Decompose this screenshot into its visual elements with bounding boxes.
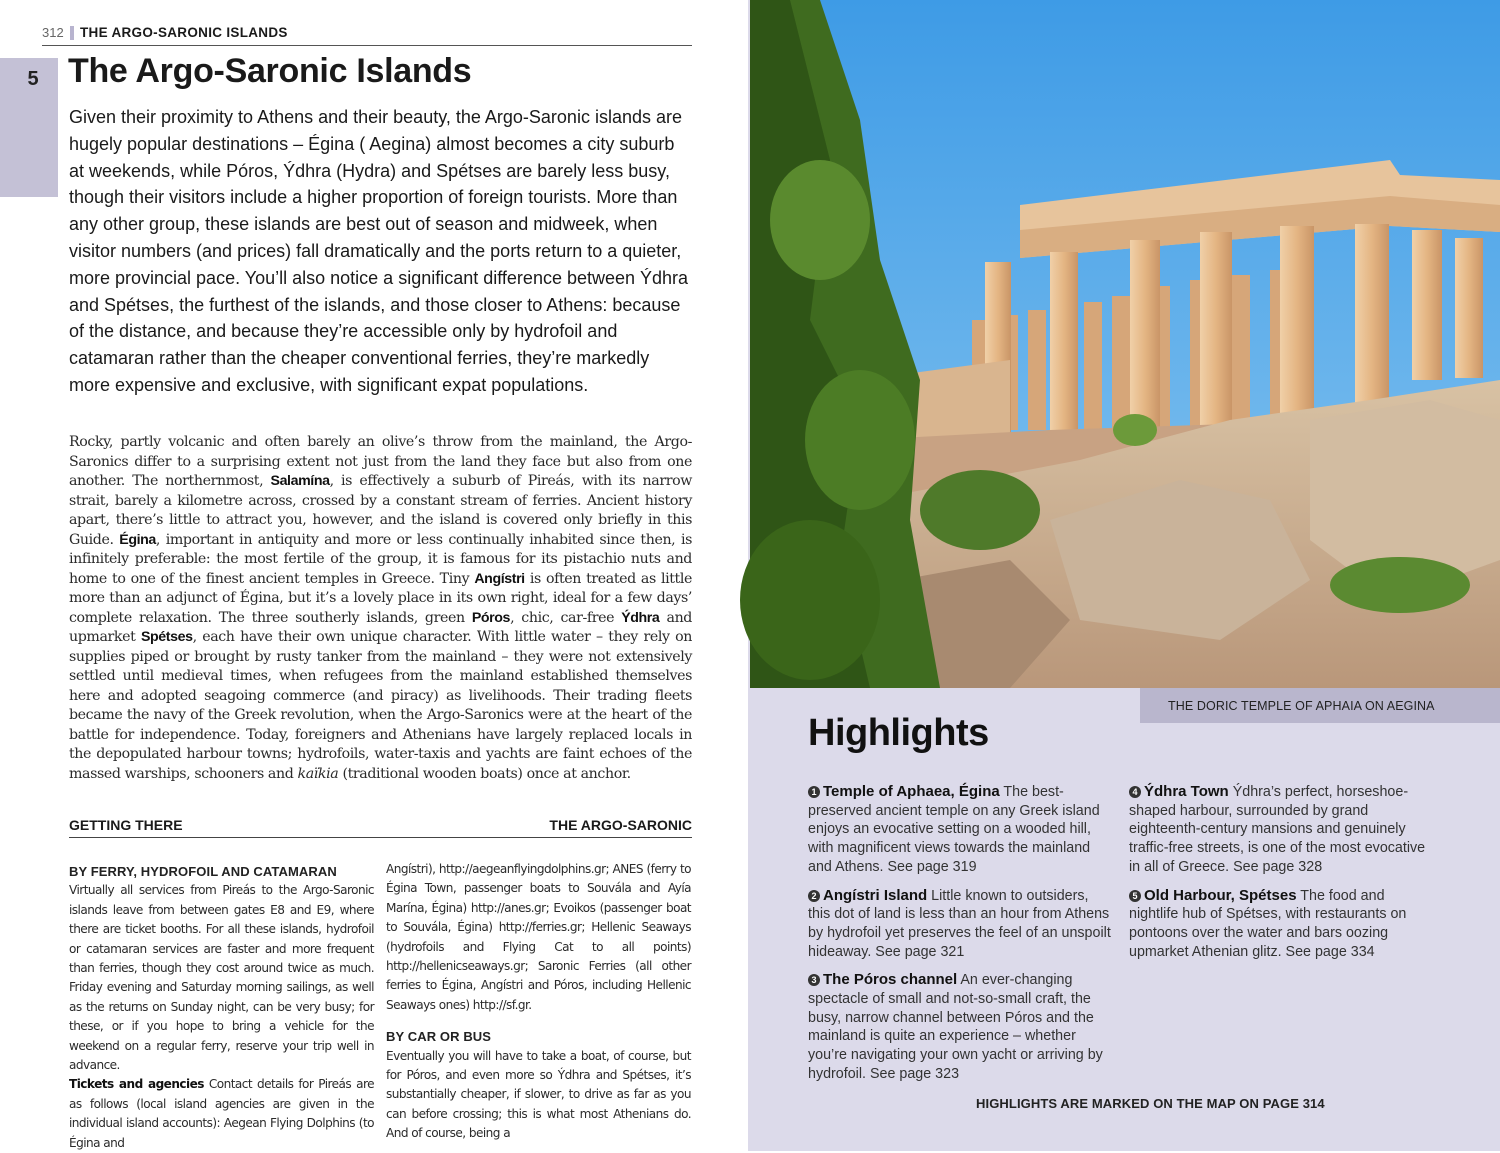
highlight-name: Angístri Island xyxy=(823,886,928,904)
body-paragraph: Rocky, partly volcanic and often barely an olive’s throw from the mainland, the Argo-Saronics differ to a surprising extent not just from the land they face but also from one another. The northernmost, Salamína, is effectively a suburb of Pireás, with its narrow strait, barely a kilometre across, crossed by a constant stream of ferries. Ancient history apart, there’s little to attract you, however, and the island is covered only briefly in this Guide. Égina, important in antiquity and more or less continually inhabited since then, is infinitely preferable: the most fertile of the group, it is famous for its pistachio nuts and home to one of the finest ancient temples in Greece. Tiny Angístri is often treated as little more than an adjunct of Égina, but it’s a lovely place in its own right, ideal for a few days’ complete relaxation. The three southerly islands, green Póros, chic, car-free Ýdhra and upmarket Spétses, each have their own unique character. With little water – they rely on supplies piped or brought by rusty tanker from the mainland – they were not extensively settled until medieval times, when refugees from the mainland established themselves here and adopted seagoing commerce (and piracy) as livelihoods. Their trading fleets became the navy of the Greek revolution, when the Argo-Saronics were at the heart of the battle for independence. Today, foreigners and Athenians have largely replaced locals in the depopulated harbour towns; hydrofoils, water-taxis and yachts are faint echoes of the massed warships, schooners and kaïkia (traditional wooden boats) once at anchor. xyxy=(69,434,692,782)
highlights-title: Highlights xyxy=(808,712,989,754)
place-angistri: Angístri xyxy=(474,570,525,587)
highlight-text: The best-preserved ancient temple on any Greek island enjoys an evocative setting on a wooded hill, with magnificent views towards the mainland and Athens. See page 319 xyxy=(808,784,1100,875)
highlight-name: Old Harbour, Spétses xyxy=(1144,886,1297,904)
photo-caption: THE DORIC TEMPLE OF APHAIA ON AEGINA xyxy=(1168,699,1435,713)
highlight-text: Ýdhra’s perfect, horseshoe-shaped harbour, surrounded by grand eighteenth-century mansions and genuinely traffic-free streets, is one of the most evocative in all of Greece. See page 328 xyxy=(1129,784,1426,875)
highlights-column-1 xyxy=(808,783,1113,1094)
getting-there-column-2 xyxy=(386,860,691,1144)
highlight-number-badge: 1 xyxy=(808,786,820,798)
temple-of-aphaia-image xyxy=(750,0,1500,688)
chapter-number: 5 xyxy=(27,68,39,90)
map-reference-note: HIGHLIGHTS ARE MARKED ON THE MAP ON PAGE 314 xyxy=(976,1096,1325,1111)
place-poros: Póros xyxy=(471,609,511,626)
highlight-name: The Póros channel xyxy=(823,971,958,989)
intro-paragraph: Given their proximity to Athens and their beauty, the Argo-Saronic islands are hugely popular destinations – Égina ( Aegina) almost becomes a city suburb at weekends, while Póros, Ýdhra (Hydra) and Spétses are barely less busy, though their visitors include a higher proportion of foreign tourists. More than any other group, these islands are best out of season and midweek, when visitor numbers (and prices) fall dramatically and the ports return to a quieter, more provincial pace. You’ll also notice a significant difference between Ýdhra and Spétses, the furthest of the islands, and those closer to Athens: because of the distance, and because they’re accessible only by hydrofoil and catamaran rather than the cheaper conventional ferries, they’re markedly more expensive and exclusive, with significant expat populations. xyxy=(69,107,689,395)
getting-there-label: GETTING THERE xyxy=(69,817,183,833)
highlight-text: An ever-changing spectacle of small and not-so-small craft, the busy, narrow channel between Póros and the mainland is quite an experience – whether you’re navigating your own yacht or arriving by hydrofoil. See page 323 xyxy=(808,972,1103,1082)
highlights-column-2 xyxy=(1129,783,1434,971)
highlight-item xyxy=(1129,887,1434,962)
running-head-bar xyxy=(70,26,74,40)
left-page xyxy=(0,0,748,1151)
getting-there-heading xyxy=(69,817,692,838)
term-kaikia: kaïkia xyxy=(297,765,339,782)
right-page xyxy=(748,0,1500,1151)
page-number: 312 xyxy=(42,25,64,40)
car-subheading: BY CAR OR BUS xyxy=(386,1029,492,1045)
tickets-label: Tickets and agencies xyxy=(69,1077,204,1092)
highlight-number-badge: 4 xyxy=(1129,786,1141,798)
car-text: Eventually you will have to take a boat, of course, but for Póros, and even more so Ýdhra and Spétses, it’s substantially cheaper, if slower, to drive as far as you can before crossing; this is what most Athenians do. And of course, being a xyxy=(386,1048,691,1141)
highlight-item xyxy=(1129,783,1434,877)
getting-there-region: THE ARGO-SARONIC xyxy=(549,817,692,833)
place-spetses: Spétses xyxy=(140,629,193,645)
ferry-text: Virtually all services from Pireás to the Argo-Saronic islands leave from between gates E8 and E9, where there are ticket booths. For all these islands, hydrofoil or catamaran services are faster and more frequent than ferries, though they cost around twice as much. Friday evening and Saturday morning sailings, as well as the returns on Sunday night, can be very busy; for these, or if you hope to bring a vehicle for the weekend on a regular ferry, reserve your trip well in advance. xyxy=(69,883,374,1073)
tickets-text: Contact details for Pireás are as follows (local island agencies are given in the individual island accounts): Aegean Flying Dolphins (to Égina and xyxy=(69,1077,374,1150)
highlight-name: Temple of Aphaea, Égina xyxy=(823,783,1000,800)
highlight-number-badge: 3 xyxy=(808,974,820,986)
highlight-text: Little known to outsiders, this dot of land is less than an hour from Athens by hydrofoil yet preserves the feel of an unspoilt hideaway. See page 321 xyxy=(808,887,1111,960)
chapter-title: The Argo-Saronic Islands xyxy=(68,52,472,90)
chapter-tab xyxy=(0,58,58,197)
photo-caption-box xyxy=(1140,688,1500,723)
highlight-number-badge: 5 xyxy=(1129,890,1141,902)
highlight-text: The food and nightlife hub of Spétses, with restaurants on pontoons over the water and bars oozing upmarket Athenian glitz. See page 334 xyxy=(1129,887,1407,960)
temple-photo xyxy=(750,0,1500,688)
place-egina: Égina xyxy=(119,531,156,548)
place-ydhra: Ýdhra xyxy=(621,609,660,626)
highlight-item xyxy=(808,783,1113,877)
highlight-number-badge: 2 xyxy=(808,890,820,902)
highlight-item xyxy=(808,887,1113,962)
highlight-item xyxy=(808,971,1113,1083)
running-head xyxy=(42,25,692,46)
getting-there-column-1 xyxy=(69,860,374,1150)
running-head-title: THE ARGO-SARONIC ISLANDS xyxy=(80,25,288,40)
ferry-subheading: BY FERRY, HYDROFOIL AND CATAMARAN xyxy=(69,864,337,879)
highlight-name: Ýdhra Town xyxy=(1144,783,1229,800)
tickets-text-continued: Angístri), http://aegeanflyingdolphins.gr; ANES (ferry to Égina Town, passenger boats to Souvála and Ayía Marína, Égina) http://anes.gr; Evoikos (passenger boat to Souvála, Égina) http://ferries.gr; Hellenic Seaways (hydrofoils and Flying Cat to all points) http://hellenicseaways.gr; Saronic Ferries (all other ferries to Égina, Angístri and Póros, including Hellenic Seaways ones) http://sf.gr. xyxy=(386,862,691,1012)
place-salamina: Salamína xyxy=(270,473,330,489)
